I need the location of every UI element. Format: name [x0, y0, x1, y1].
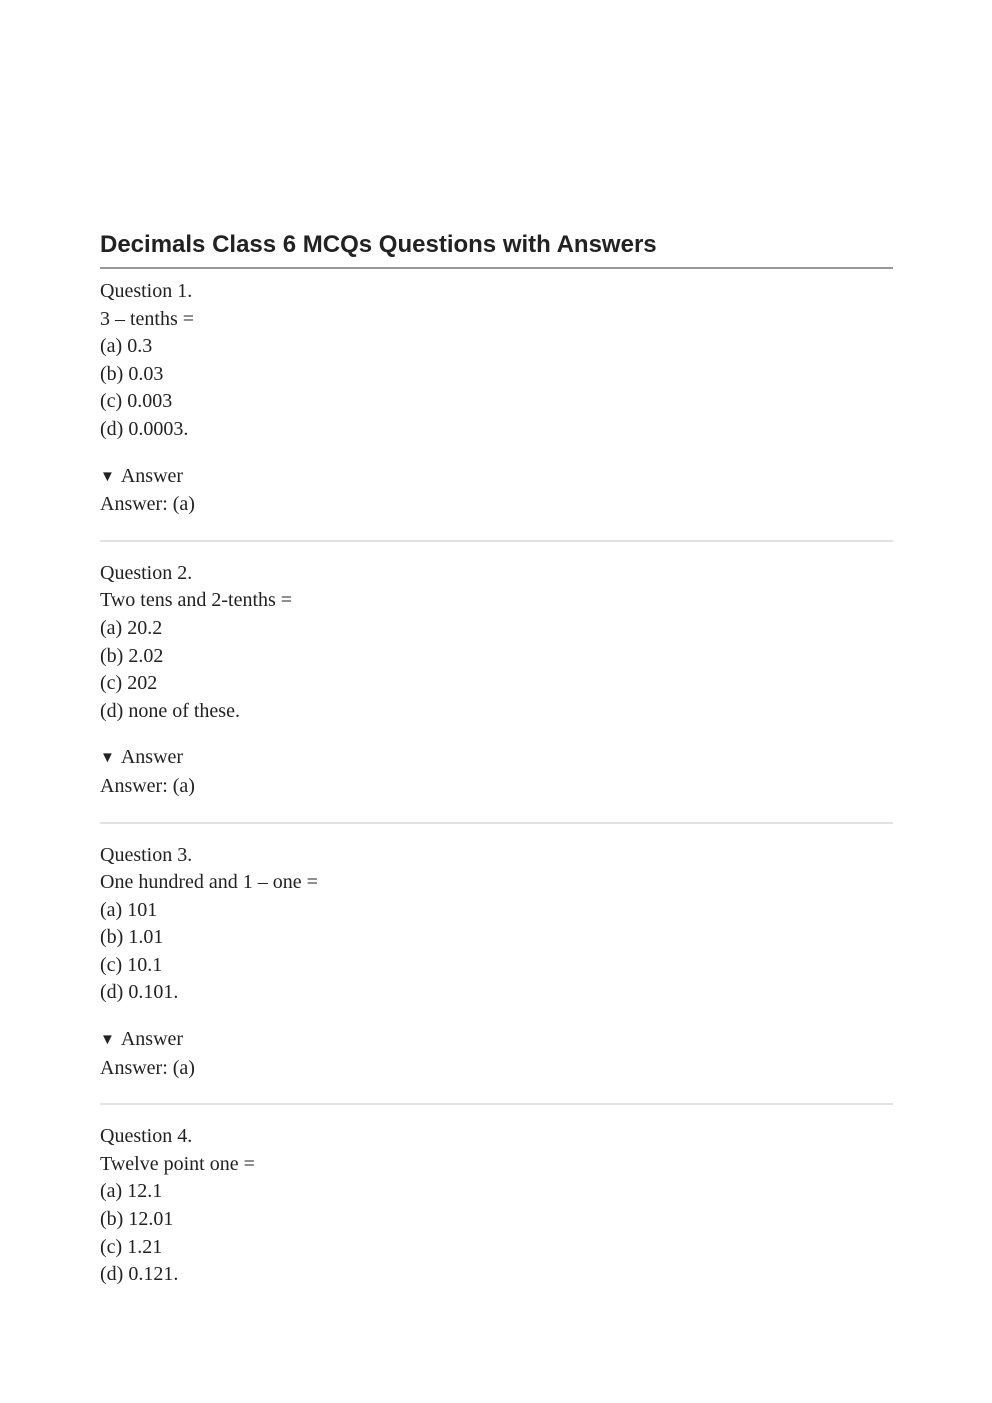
- option-b: (b) 1.01: [100, 926, 164, 949]
- answer-toggle-label: Answer: [120, 1028, 184, 1051]
- question-1: [100, 269, 893, 519]
- option-a: (a) 12.1: [100, 1180, 163, 1203]
- question-label: Question 1.: [100, 280, 193, 302]
- question-label: Question 2.: [100, 561, 193, 584]
- question-label: Question 3.: [100, 843, 193, 866]
- triangle-down-icon: ▼: [100, 750, 115, 767]
- option-d: (d) 0.121.: [100, 1263, 179, 1286]
- option-c: (c) 10.1: [100, 953, 163, 976]
- answer-text: Answer: (a): [100, 1056, 195, 1079]
- option-c: (c) 1.21: [100, 1235, 163, 1258]
- question-3: [100, 842, 893, 1083]
- question-text: One hundred and 1 – one =: [100, 871, 318, 894]
- answer-toggle-label: Answer: [120, 464, 184, 487]
- question-2: [100, 560, 893, 801]
- option-c: (c) 202: [100, 672, 158, 695]
- option-d: (d) 0.0003.: [100, 417, 189, 440]
- option-b: (b) 2.02: [100, 644, 164, 667]
- triangle-down-icon: ▼: [100, 468, 115, 485]
- answer-text: Answer: (a): [100, 493, 195, 516]
- question-4: [100, 1123, 893, 1289]
- option-c: (c) 0.003: [100, 390, 173, 413]
- question-text: Two tens and 2-tenths =: [100, 589, 293, 612]
- answer-toggle[interactable]: [100, 1026, 893, 1055]
- question-divider: [100, 1103, 893, 1105]
- page-title: Decimals Class 6 MCQs Questions with Answers: [100, 231, 657, 258]
- option-b: (b) 12.01: [100, 1208, 174, 1231]
- question-divider: [100, 822, 893, 824]
- question-label: Question 4.: [100, 1125, 193, 1148]
- question-text: 3 – tenths =: [100, 307, 195, 330]
- answer-text: Answer: (a): [100, 774, 195, 797]
- answer-toggle[interactable]: [100, 463, 893, 492]
- option-d: (d) none of these.: [100, 699, 240, 722]
- answer-toggle-label: Answer: [120, 746, 184, 769]
- option-b: (b) 0.03: [100, 362, 164, 385]
- triangle-down-icon: ▼: [100, 1032, 115, 1049]
- option-a: (a) 20.2: [100, 616, 163, 639]
- question-divider: [100, 540, 893, 542]
- answer-toggle[interactable]: [100, 744, 893, 773]
- option-d: (d) 0.101.: [100, 981, 179, 1004]
- document-page: [100, 229, 893, 1289]
- option-a: (a) 101: [100, 898, 158, 921]
- question-text: Twelve point one =: [100, 1152, 255, 1175]
- option-a: (a) 0.3: [100, 335, 153, 358]
